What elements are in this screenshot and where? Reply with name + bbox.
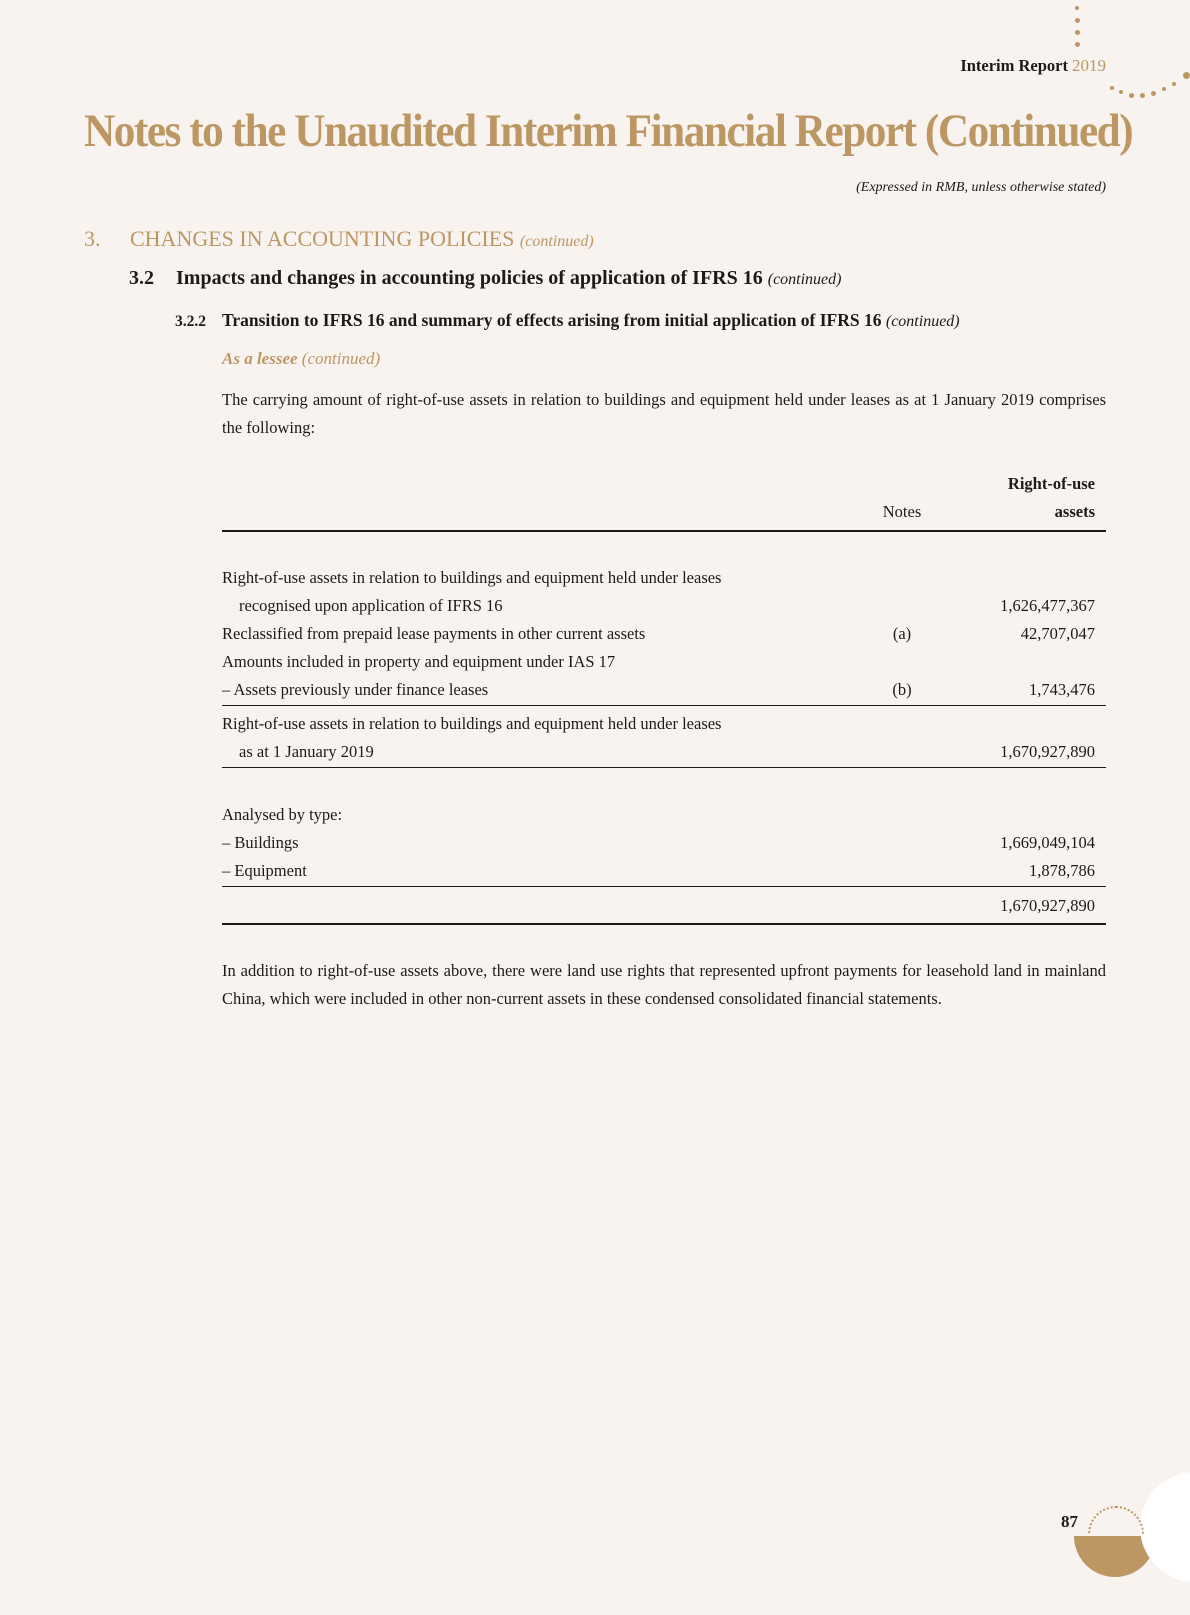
- row-label: Amounts included in property and equipment under IAS 17: [222, 652, 616, 671]
- analysis-rule: [222, 886, 1106, 887]
- table-row: [222, 893, 1106, 921]
- subsection-title: Impacts and changes in accounting policies of application of IFRS 16: [176, 267, 763, 289]
- row-value: 1,878,786: [1029, 861, 1095, 880]
- lessee-continued: (continued): [301, 349, 381, 368]
- table-row: [222, 565, 1106, 593]
- closing-paragraph: In addition to right-of-use assets above, there were land use rights that represented upfront payments for leasehold land in mainland China, which were included in other non-current assets in these condensed consolidated financial statements.: [222, 961, 1106, 1008]
- subsubsection-number: 3.2.2: [175, 313, 206, 330]
- subsection-heading: [129, 267, 841, 290]
- currency-note: (Expressed in RMB, unless otherwise stated): [856, 180, 1106, 195]
- table-row: [222, 593, 1106, 621]
- table-row: [222, 677, 1106, 705]
- table-row: [222, 621, 1106, 649]
- page-number: 87: [1061, 1512, 1078, 1531]
- header-value-line1: Right-of-use: [1007, 474, 1095, 493]
- lessee-heading: [222, 349, 380, 369]
- header-notes: Notes: [882, 502, 922, 521]
- row-label: Right-of-use assets in relation to buildings and equipment held under leases: [222, 568, 722, 587]
- subsubsection-heading: [175, 310, 960, 331]
- row-note: (a): [892, 624, 912, 643]
- subtotal-rule: [222, 705, 1106, 706]
- row-label: – Buildings: [222, 833, 299, 852]
- subsubsection-continued: (continued): [885, 313, 960, 330]
- table-row: [222, 858, 1106, 886]
- table-row: [222, 802, 1106, 830]
- report-label: Interim Report: [960, 56, 1068, 75]
- header-rule: [222, 530, 1106, 532]
- table-row: [222, 711, 1106, 739]
- running-header: [960, 56, 1106, 76]
- header-value-line2: assets: [1054, 502, 1095, 521]
- row-label: as at 1 January 2019: [239, 742, 374, 761]
- row-label: Analysed by type:: [222, 805, 343, 824]
- row-value: 42,707,047: [1020, 624, 1095, 643]
- row-value: 1,743,476: [1029, 680, 1095, 699]
- row-label: Reclassified from prepaid lease payments in other current assets: [222, 624, 646, 643]
- row-label: Right-of-use assets in relation to buildings and equipment held under leases: [222, 714, 722, 733]
- table-row: [222, 830, 1106, 858]
- row-label: – Equipment: [222, 861, 307, 880]
- row-value: 1,670,927,890: [1000, 742, 1095, 761]
- grand-total-rule: [222, 923, 1106, 925]
- row-label: recognised upon application of IFRS 16: [239, 596, 503, 615]
- report-year: 2019: [1072, 56, 1106, 75]
- intro-paragraph: The carrying amount of right-of-use assets in relation to buildings and equipment held under leases as at 1 January 2019 comprises the following:: [222, 390, 1106, 437]
- subsection-number: 3.2: [129, 267, 154, 289]
- row-value: 1,670,927,890: [1000, 896, 1095, 915]
- table-row: [222, 739, 1106, 767]
- section-number: 3.: [84, 226, 101, 251]
- row-value: 1,669,049,104: [1000, 833, 1095, 852]
- decorative-white-circle: [1140, 1472, 1190, 1582]
- section-continued: (continued): [519, 233, 594, 250]
- page-title: Notes to the Unaudited Interim Financial Report (Continued): [84, 105, 1133, 157]
- row-label: – Assets previously under finance leases: [222, 680, 489, 699]
- subsection-continued: (continued): [767, 271, 842, 288]
- subsubsection-title: Transition to IFRS 16 and summary of effects arising from initial application of IFRS 16: [222, 310, 882, 330]
- section-title: CHANGES IN ACCOUNTING POLICIES: [130, 226, 515, 251]
- lessee-title: As a lessee: [222, 349, 298, 368]
- row-value: 1,626,477,367: [1000, 596, 1095, 615]
- section-heading: [84, 226, 594, 252]
- total-rule: [222, 767, 1106, 768]
- table-row: [222, 649, 1106, 677]
- row-note: (b): [892, 680, 912, 699]
